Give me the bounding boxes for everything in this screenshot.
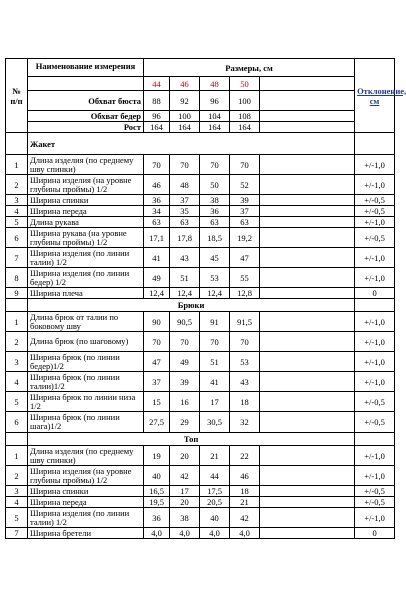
size-value: 50 bbox=[200, 175, 230, 195]
row-number: 7 bbox=[6, 528, 28, 539]
size-48: 48 bbox=[200, 77, 230, 91]
measurement-name: Ширина брюк по линии низа 1/2 bbox=[28, 392, 144, 412]
section-spacer bbox=[6, 433, 28, 446]
hips-label: Обхват бедер bbox=[28, 111, 144, 122]
size-value: 70 bbox=[200, 332, 230, 352]
measurement-name: Ширина изделия (на уровне глубины проймы) 1/2 bbox=[28, 466, 144, 486]
table-row bbox=[6, 392, 395, 412]
size-value: 4,0 bbox=[170, 528, 200, 539]
table-row bbox=[6, 288, 395, 299]
table-row bbox=[6, 175, 395, 195]
size-value: 17 bbox=[200, 392, 230, 412]
row-spacer bbox=[260, 175, 355, 195]
size-value: 22 bbox=[230, 446, 260, 466]
size-value: 42 bbox=[230, 508, 260, 528]
tolerance-value: +/-0,5 bbox=[355, 392, 395, 412]
measurement-name: Ширина изделия (на уровне глубины проймы) 1/2 bbox=[28, 175, 144, 195]
size-value: 4,0 bbox=[144, 528, 170, 539]
row-number: 1 bbox=[6, 312, 28, 332]
size-value: 19,2 bbox=[230, 228, 260, 248]
row-spacer bbox=[260, 206, 355, 217]
measure-spacer bbox=[260, 91, 355, 111]
table-row bbox=[6, 466, 395, 486]
tolerance-value: +/-1,0 bbox=[355, 268, 395, 288]
row-number: 7 bbox=[6, 248, 28, 268]
size-value: 47 bbox=[144, 352, 170, 372]
size-value: 70 bbox=[170, 155, 200, 175]
row-number: 3 bbox=[6, 195, 28, 206]
measurement-name: Длина рукава bbox=[28, 217, 144, 228]
height-value: 164 bbox=[200, 122, 230, 133]
size-value: 90,5 bbox=[170, 312, 200, 332]
row-spacer bbox=[260, 312, 355, 332]
size-value: 37 bbox=[230, 206, 260, 217]
size-50: 50 bbox=[230, 77, 260, 91]
row-spacer bbox=[260, 228, 355, 248]
size-value: 46 bbox=[230, 466, 260, 486]
size-value: 20 bbox=[170, 446, 200, 466]
row-number: 6 bbox=[6, 412, 28, 433]
size-value: 63 bbox=[170, 217, 200, 228]
row-spacer bbox=[260, 268, 355, 288]
row-number: 1 bbox=[6, 155, 28, 175]
measurement-name: Ширина переда bbox=[28, 497, 144, 508]
tolerance-value: +/-0,5 bbox=[355, 412, 395, 433]
size-value: 49 bbox=[144, 268, 170, 288]
row-number: 3 bbox=[6, 352, 28, 372]
size-value: 21 bbox=[200, 446, 230, 466]
measurement-name: Ширина изделия (по линии бедер) 1/2 bbox=[28, 268, 144, 288]
row-number: 2 bbox=[6, 175, 28, 195]
size-46: 46 bbox=[170, 77, 200, 91]
size-value: 17,1 bbox=[144, 228, 170, 248]
table-row bbox=[6, 486, 395, 497]
row-number: 4 bbox=[6, 206, 28, 217]
table-row bbox=[6, 228, 395, 248]
size-value: 91,5 bbox=[230, 312, 260, 332]
size-value: 42 bbox=[170, 466, 200, 486]
row-spacer bbox=[260, 497, 355, 508]
hips-value: 100 bbox=[170, 111, 200, 122]
size-value: 45 bbox=[200, 248, 230, 268]
row-spacer bbox=[260, 372, 355, 392]
size-value: 30,5 bbox=[200, 412, 230, 433]
size-value: 21 bbox=[230, 497, 260, 508]
size-value: 63 bbox=[144, 217, 170, 228]
hips-value: 96 bbox=[144, 111, 170, 122]
section-row bbox=[6, 133, 395, 155]
row-number: 4 bbox=[6, 372, 28, 392]
tolerance-value: +/-0,5 bbox=[355, 486, 395, 497]
measure-spacer bbox=[260, 111, 355, 122]
size-value: 44 bbox=[200, 466, 230, 486]
table-row bbox=[6, 497, 395, 508]
size-value: 91 bbox=[200, 312, 230, 332]
row-number: 4 bbox=[6, 497, 28, 508]
hips-value: 108 bbox=[230, 111, 260, 122]
size-value: 17 bbox=[170, 486, 200, 497]
measurement-name: Ширина плеча bbox=[28, 288, 144, 299]
size-value: 70 bbox=[170, 332, 200, 352]
row-number: 5 bbox=[6, 392, 28, 412]
tolerance-value: +/-1,0 bbox=[355, 466, 395, 486]
size-value: 4,0 bbox=[230, 528, 260, 539]
measurement-name: Ширина изделия (по линии талии) 1/2 bbox=[28, 508, 144, 528]
row-number: 2 bbox=[6, 466, 28, 486]
size-value: 12,8 bbox=[230, 288, 260, 299]
size-value: 12,4 bbox=[170, 288, 200, 299]
size-value: 53 bbox=[200, 268, 230, 288]
size-value: 40 bbox=[144, 466, 170, 486]
table-row bbox=[6, 372, 395, 392]
size-value: 52 bbox=[230, 175, 260, 195]
tolerance-value: +/-0,5 bbox=[355, 228, 395, 248]
tolerance-header: Отклонение, см bbox=[355, 59, 395, 133]
height-value: 164 bbox=[170, 122, 200, 133]
table-row bbox=[6, 206, 395, 217]
size-value: 18 bbox=[230, 486, 260, 497]
header-spacer bbox=[28, 77, 144, 91]
section-title: Брюки bbox=[28, 299, 355, 312]
row-number: 1 bbox=[6, 446, 28, 466]
size-value: 4,0 bbox=[200, 528, 230, 539]
section-spacer bbox=[355, 299, 395, 312]
hips-value: 104 bbox=[200, 111, 230, 122]
size-value: 38 bbox=[170, 508, 200, 528]
size-value: 19,5 bbox=[144, 497, 170, 508]
size-value: 36 bbox=[144, 195, 170, 206]
size-value: 53 bbox=[230, 352, 260, 372]
size-value: 63 bbox=[230, 217, 260, 228]
bust-label: Обхват бюста bbox=[28, 91, 144, 111]
size-value: 17,5 bbox=[200, 486, 230, 497]
sizes-header: Размеры, см bbox=[144, 59, 355, 77]
measure-spacer bbox=[260, 122, 355, 133]
row-spacer bbox=[260, 248, 355, 268]
size-value: 90 bbox=[144, 312, 170, 332]
tolerance-value: +/-1,0 bbox=[355, 248, 395, 268]
row-spacer bbox=[260, 195, 355, 206]
tolerance-value: +/-1,0 bbox=[355, 312, 395, 332]
row-spacer bbox=[260, 155, 355, 175]
measurement-name: Длина брюк (по шаговому) bbox=[28, 332, 144, 352]
row-number: 5 bbox=[6, 508, 28, 528]
section-spacer bbox=[6, 299, 28, 312]
measurement-name: Ширина брюк (по линии талии)1/2 bbox=[28, 372, 144, 392]
row-number: 5 bbox=[6, 217, 28, 228]
table-row bbox=[6, 217, 395, 228]
tolerance-value: +/-1,0 bbox=[355, 372, 395, 392]
height-value: 164 bbox=[230, 122, 260, 133]
size-value: 40 bbox=[200, 508, 230, 528]
bust-value: 96 bbox=[200, 91, 230, 111]
bust-value: 88 bbox=[144, 91, 170, 111]
table-row bbox=[6, 195, 395, 206]
size-value: 18,5 bbox=[200, 228, 230, 248]
section-spacer bbox=[6, 133, 28, 155]
size-value: 48 bbox=[170, 175, 200, 195]
size-value: 55 bbox=[230, 268, 260, 288]
tolerance-value: +/-0,5 bbox=[355, 206, 395, 217]
row-spacer bbox=[260, 392, 355, 412]
size-value: 19 bbox=[144, 446, 170, 466]
measurement-name: Длина брюк от талии по боковому шву bbox=[28, 312, 144, 332]
bust-value: 92 bbox=[170, 91, 200, 111]
size-value: 70 bbox=[144, 155, 170, 175]
row-number: 2 bbox=[6, 332, 28, 352]
section-row bbox=[6, 299, 395, 312]
measurement-table bbox=[5, 58, 406, 539]
size-value: 34 bbox=[144, 206, 170, 217]
height-value: 164 bbox=[144, 122, 170, 133]
table-row bbox=[6, 528, 395, 539]
size-value: 37 bbox=[170, 195, 200, 206]
number-header: № п/п bbox=[6, 59, 28, 133]
size-value: 17,8 bbox=[170, 228, 200, 248]
size-value: 36 bbox=[200, 206, 230, 217]
measurement-name: Ширина брюк (по линии бедер)1/2 bbox=[28, 352, 144, 372]
row-spacer bbox=[260, 412, 355, 433]
size-value: 70 bbox=[200, 155, 230, 175]
size-value: 47 bbox=[230, 248, 260, 268]
size-value: 15 bbox=[144, 392, 170, 412]
size-value: 18 bbox=[230, 392, 260, 412]
size-44: 44 bbox=[144, 77, 170, 91]
size-value: 16,5 bbox=[144, 486, 170, 497]
size-value: 20,5 bbox=[200, 497, 230, 508]
row-spacer bbox=[260, 446, 355, 466]
measurement-name: Ширина брюк (по линии шага)1/2 bbox=[28, 412, 144, 433]
size-value: 39 bbox=[170, 372, 200, 392]
table-row bbox=[6, 248, 395, 268]
size-value: 51 bbox=[200, 352, 230, 372]
tolerance-value: +/-1,0 bbox=[355, 217, 395, 228]
size-value: 35 bbox=[170, 206, 200, 217]
row-spacer bbox=[260, 352, 355, 372]
table-row bbox=[6, 312, 395, 332]
row-number: 3 bbox=[6, 486, 28, 497]
size-value: 16 bbox=[170, 392, 200, 412]
row-spacer bbox=[260, 508, 355, 528]
measurement-name: Ширина бретели bbox=[28, 528, 144, 539]
row-spacer bbox=[260, 466, 355, 486]
measurement-name: Ширина спинки bbox=[28, 486, 144, 497]
row-spacer bbox=[260, 217, 355, 228]
size-value: 46 bbox=[144, 175, 170, 195]
size-value: 39 bbox=[230, 195, 260, 206]
table-row bbox=[6, 268, 395, 288]
row-spacer bbox=[260, 288, 355, 299]
section-row bbox=[6, 433, 395, 446]
tolerance-value: +/-1,0 bbox=[355, 508, 395, 528]
measurement-name: Ширина изделия (по линии талии) 1/2 bbox=[28, 248, 144, 268]
row-number: 6 bbox=[6, 228, 28, 248]
row-spacer bbox=[260, 486, 355, 497]
tolerance-value: +/-0,5 bbox=[355, 195, 395, 206]
table-row bbox=[6, 446, 395, 466]
row-number: 9 bbox=[6, 288, 28, 299]
size-value: 12,4 bbox=[200, 288, 230, 299]
size-value: 43 bbox=[230, 372, 260, 392]
measurement-name: Ширина спинки bbox=[28, 195, 144, 206]
measurement-name-header: Наименование измерения bbox=[28, 59, 144, 77]
height-label: Рост bbox=[28, 122, 144, 133]
row-number: 8 bbox=[6, 268, 28, 288]
measurement-name: Ширина переда bbox=[28, 206, 144, 217]
tolerance-value: +/-1,0 bbox=[355, 155, 395, 175]
table-row bbox=[6, 352, 395, 372]
table-row bbox=[6, 155, 395, 175]
size-value: 36 bbox=[144, 508, 170, 528]
size-spacer bbox=[260, 77, 355, 91]
size-value: 43 bbox=[170, 248, 200, 268]
size-value: 51 bbox=[170, 268, 200, 288]
size-value: 38 bbox=[200, 195, 230, 206]
size-value: 32 bbox=[230, 412, 260, 433]
tolerance-value: +/-1,0 bbox=[355, 175, 395, 195]
tolerance-value: +/-1,0 bbox=[355, 352, 395, 372]
size-value: 27,5 bbox=[144, 412, 170, 433]
section-spacer bbox=[355, 133, 395, 155]
section-title: Топ bbox=[28, 433, 355, 446]
size-value: 63 bbox=[200, 217, 230, 228]
row-spacer bbox=[260, 528, 355, 539]
measurement-name: Длина изделия (по среднему шву спинки) bbox=[28, 446, 144, 466]
size-value: 41 bbox=[144, 248, 170, 268]
tolerance-value: +/-0,5 bbox=[355, 497, 395, 508]
tolerance-value: 0 bbox=[355, 288, 395, 299]
tolerance-value: +/-1,0 bbox=[355, 332, 395, 352]
measurement-name: Ширина рукава (на уровне глубины проймы) 1/2 bbox=[28, 228, 144, 248]
size-value: 70 bbox=[230, 155, 260, 175]
section-spacer bbox=[355, 433, 395, 446]
bust-value: 100 bbox=[230, 91, 260, 111]
tolerance-value: 0 bbox=[355, 528, 395, 539]
row-spacer bbox=[260, 332, 355, 352]
table-row bbox=[6, 332, 395, 352]
tolerance-value: +/-1,0 bbox=[355, 446, 395, 466]
size-value: 20 bbox=[170, 497, 200, 508]
size-value: 29 bbox=[170, 412, 200, 433]
size-value: 37 bbox=[144, 372, 170, 392]
size-value: 70 bbox=[144, 332, 170, 352]
table-row bbox=[6, 412, 395, 433]
measurement-name: Длина изделия (по среднему шву спинки) bbox=[28, 155, 144, 175]
size-value: 70 bbox=[230, 332, 260, 352]
size-value: 41 bbox=[200, 372, 230, 392]
size-value: 49 bbox=[170, 352, 200, 372]
table-row bbox=[6, 508, 395, 528]
size-value: 12,4 bbox=[144, 288, 170, 299]
section-title: Жакет bbox=[28, 133, 355, 155]
